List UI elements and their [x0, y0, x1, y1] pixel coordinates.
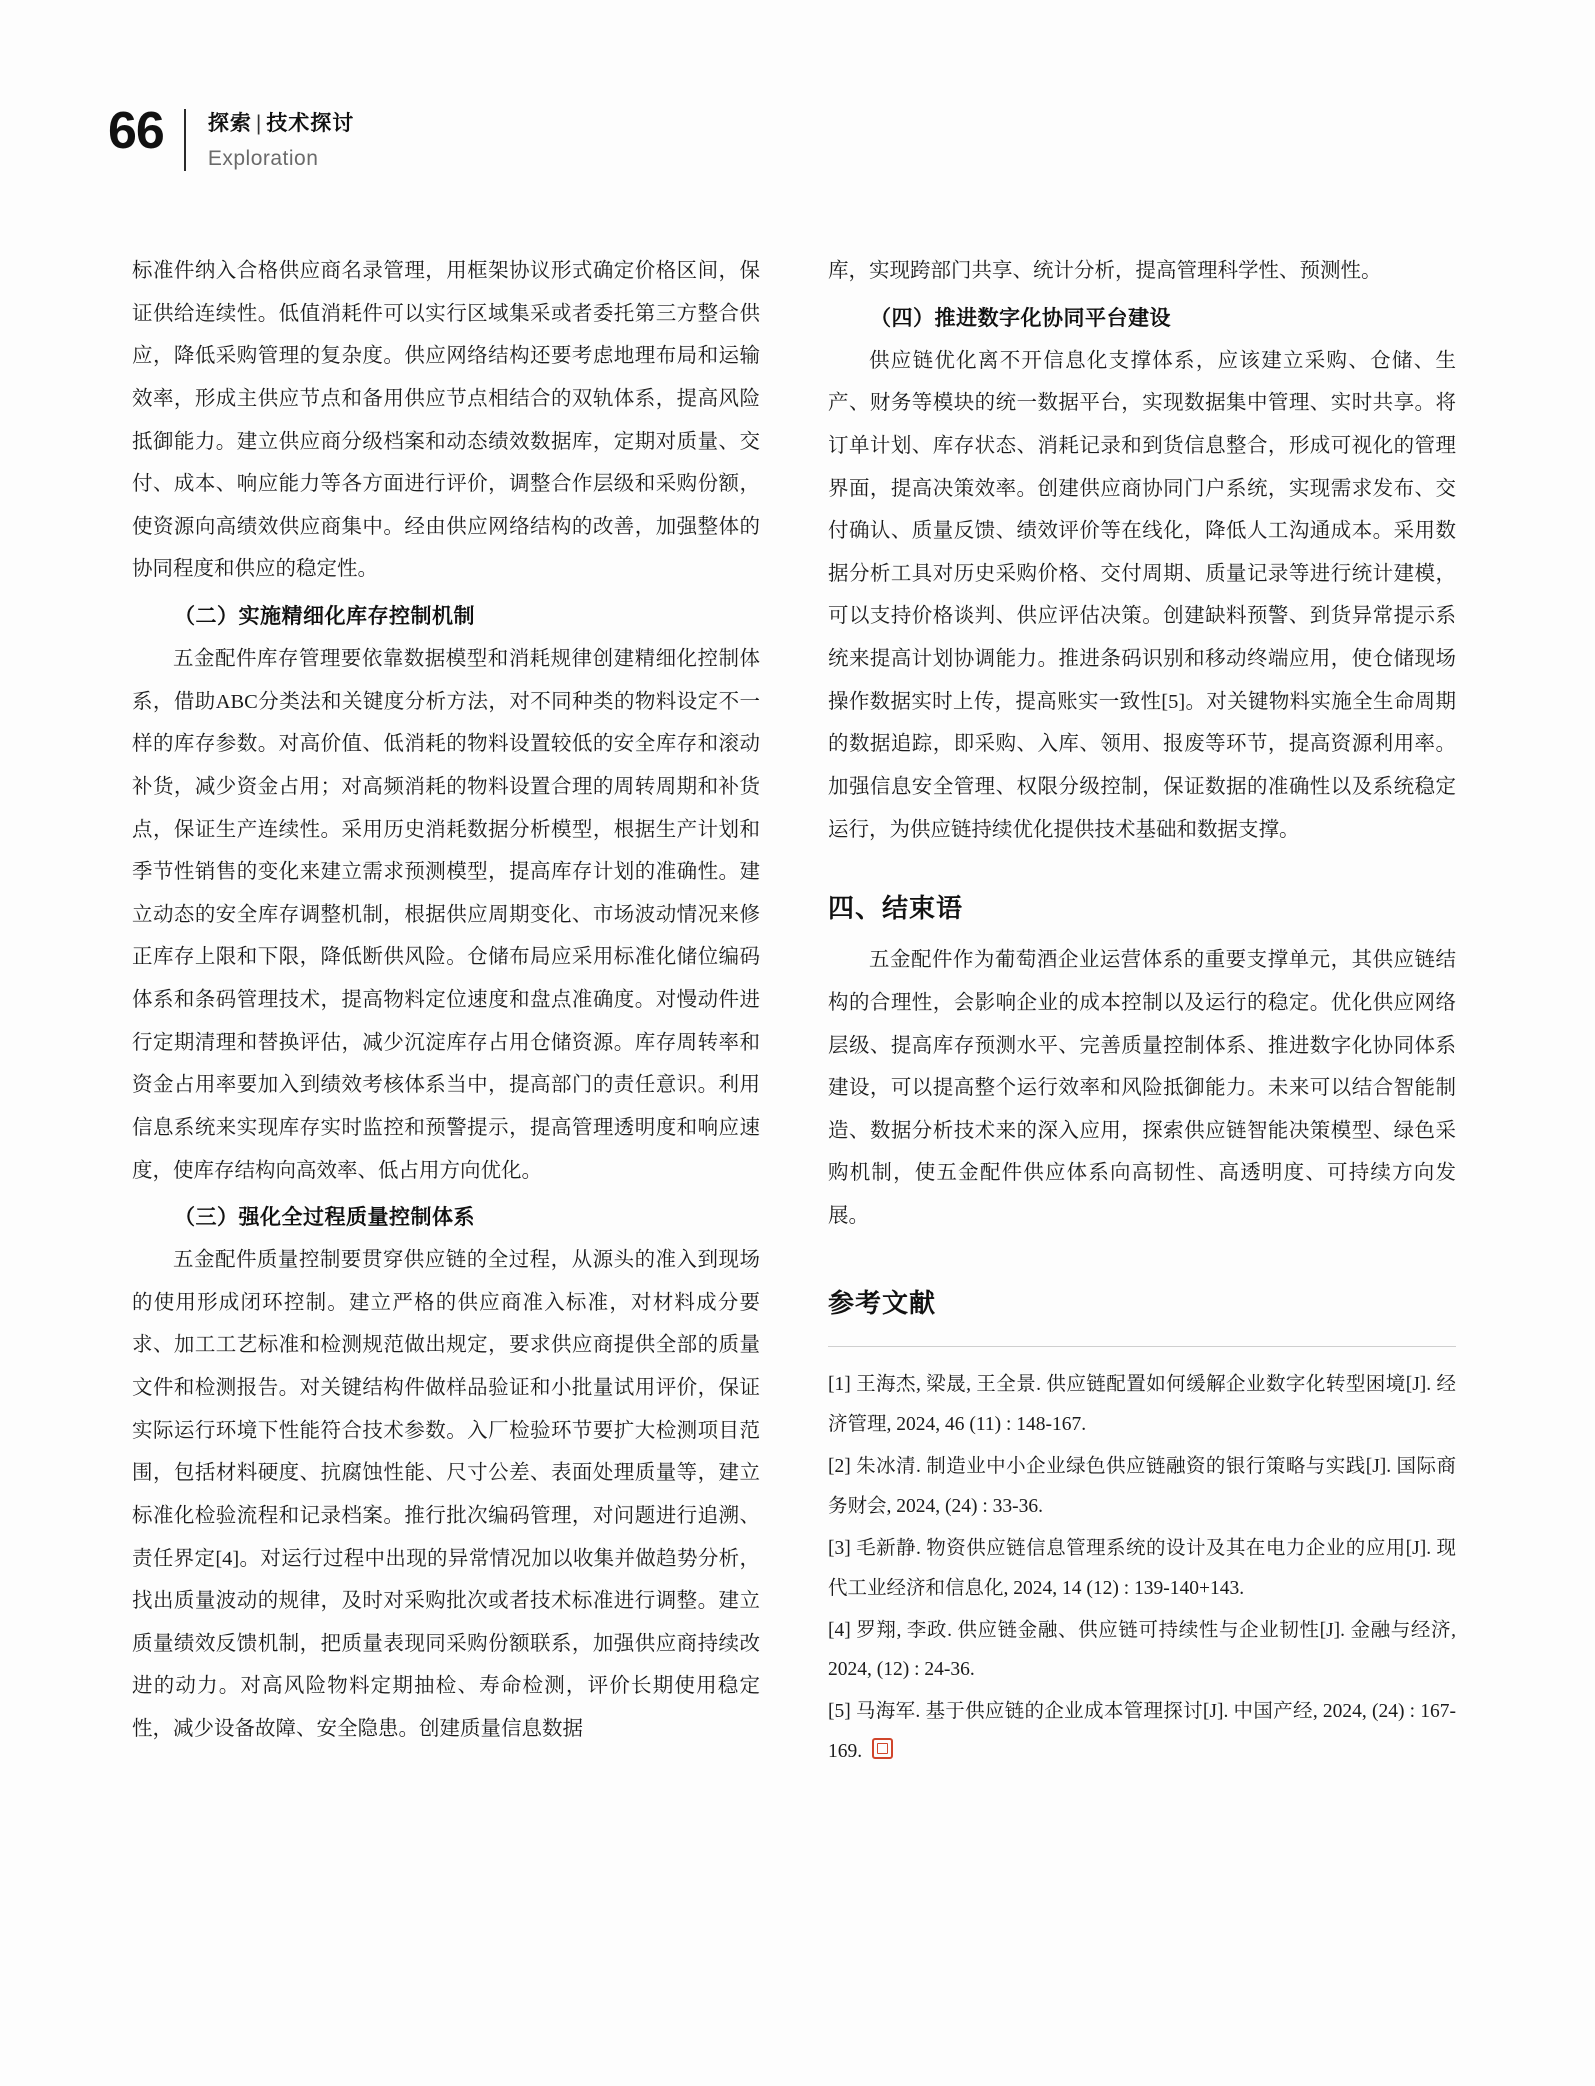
header-separator: | [255, 112, 263, 135]
left-paragraph-2: 五金配件库存管理要依靠数据模型和消耗规律创建精细化控制体系，借助ABC分类法和关键度分析方法，对不同种类的物料设定不一样的库存参数。对高价值、低消耗的物料设置较低的安全库存和滚动补货，减少资金占用；对高频消耗的物料设置合理的周转周期和补货点，保证生产连续性。采用历史消耗数据分析模型，根据生产计划和季节性销售的变化来建立需求预测模型，提高库存计划的准确性。建立动态的安全库存调整机制，根据供应周期变化、市场波动情况来修正库存上限和下限，降低断供风险。仓储布局应采用标准化储位编码体系和条码管理技术，提高物料定位速度和盘点准确度。对慢动件进行定期清理和替换评估，减少沉淀库存占用仓储资源。库存周转率和资金占用率要加入到绩效考核体系当中，提高部门的责任意识。利用信息系统来实现库存实时监控和预警提示，提高管理透明度和响应速度，使库存结构向高效率、低占用方向优化。 [132, 648, 760, 1182]
left-paragraph-3: 五金配件质量控制要贯穿供应链的全过程，从源头的准入到现场的使用形成闭环控制。建立严格的供应商准入标准，对材料成分要求、加工工艺标准和检测规范做出规定，要求供应商提供全部的质量文件和检测报告。对关键结构件做样品验证和小批量试用评价，保证实际运行环境下性能符合技术参数。入厂检验环节要扩大检测项目范围，包括材料硬度、抗腐蚀性能、尺寸公差、表面处理质量等，建立标准化检验流程和记录档案。推行批次编码管理，对问题进行追溯、责任界定[4]。对运行过程中出现的异常情况加以收集并做趋势分析，找出质量波动的规律，及时对采购批次或者技术标准进行调整。建立质量绩效反馈机制，把质量表现同采购份额联系，加强供应商持续改进的动力。对高风险物料定期抽检、寿命检测，评价长期使用稳定性，减少设备故障、安全隐患。创建质量信息数据 [132, 1249, 760, 1741]
conclusion-paragraph: 五金配件作为葡萄酒企业运营体系的重要支撑单元，其供应链结构的合理性，会影响企业的成本控制以及运行的稳定。优化供应网络层级、提高库存预测水平、完善质量控制体系、推进数字化协同体系建设，可以提高整个运行效率和风险抵御能力。未来可以结合智能制造、数据分析技术来的深入应用，探索供应链智能决策模型、绿色采购机制，使五金配件供应体系向高韧性、高透明度、可持续方向发展。 [828, 949, 1456, 1227]
right-heading-4: （四）推进数字化协同平台建设 [870, 306, 1171, 330]
header-category-line [208, 107, 354, 137]
reference-item: [1] 王海杰, 梁晟, 王全景. 供应链配置如何缓解企业数字化转型困境[J]. 经济管理, 2024, 46 (11) : 148-167. [828, 1373, 1456, 1435]
left-paragraph-1: 标准件纳入合格供应商名录管理，用框架协议形式确定价格区间，保证供给连续性。低值消耗件可以实行区域集采或者委托第三方整合供应，降低采购管理的复杂度。供应网络结构还要考虑地理布局和运输效率，形成主供应节点和备用供应节点相结合的双轨体系，提高风险抵御能力。建立供应商分级档案和动态绩效数据库，定期对质量、交付、成本、响应能力等各方面进行评价，调整合作层级和采购份额，使资源向高绩效供应商集中。经由供应网络结构的改善，加强整体的协同程度和供应的稳定性。 [132, 260, 760, 581]
page-number: 66 [108, 102, 164, 160]
reference-item: [3] 毛新静. 物资供应链信息管理系统的设计及其在电力企业的应用[J]. 现代工业经济和信息化, 2024, 14 (12) : 139-140+143. [828, 1537, 1456, 1599]
conclusion-heading: 四、结束语 [828, 893, 964, 924]
left-column [132, 250, 760, 1751]
reference-item: [4] 罗翔, 李政. 供应链金融、供应链可持续性与企业韧性[J]. 金融与经济, 2024, (12) : 24-36. [828, 1619, 1456, 1681]
reference-text: [5] 马海军. 基于供应链的企业成本管理探讨[J]. 中国产经, 2024, (24) : 167-169. [828, 1701, 1456, 1763]
references-divider [828, 1346, 1456, 1347]
header-category-cn: 探索 [207, 112, 252, 135]
left-heading-3: （三）强化全过程质量控制体系 [174, 1206, 475, 1230]
reference-item-last [828, 1692, 1456, 1772]
reference-item: [2] 朱冰清. 制造业中小企业绿色供应链融资的银行策略与实践[J]. 国际商务财会, 2024, (24) : 33-36. [828, 1455, 1456, 1517]
left-heading-2: （二）实施精细化库存控制机制 [174, 605, 475, 628]
header-category-en: Exploration [207, 147, 319, 170]
references-heading: 参考文献 [828, 1287, 937, 1318]
header-subcategory-cn: 技术探讨 [266, 112, 355, 135]
references-list [828, 1365, 1456, 1773]
right-paragraph-2: 供应链优化离不开信息化支撑体系，应该建立采购、仓储、生产、财务等模块的统一数据平台，实现数据集中管理、实时共享。将订单计划、库存状态、消耗记录和到货信息整合，形成可视化的管理界面，提高决策效率。创建供应商协同门户系统，实现需求发布、交付确认、质量反馈、绩效评价等在线化，降低人工沟通成本。采用数据分析工具对历史采购价格、交付周期、质量记录等进行统计建模，可以支持价格谈判、供应评估决策。创建缺料预警、到货异常提示系统来提高计划协调能力。推进条码识别和移动终端应用，使仓储现场操作数据实时上传，提高账实一致性[5]。对关键物料实施全生命周期的数据追踪，即采购、入库、领用、报废等环节，提高资源利用率。加强信息安全管理、权限分级控制，保证数据的准确性以及系统稳定运行，为供应链持续优化提供技术基础和数据支撑。 [828, 349, 1456, 841]
right-column [828, 250, 1456, 1774]
header-text-group [186, 105, 354, 171]
page-header [108, 102, 355, 171]
end-of-article-mark [872, 1738, 893, 1759]
right-paragraph-1: 库，实现跨部门共享、统计分析，提高管理科学性、预测性。 [828, 260, 1382, 282]
